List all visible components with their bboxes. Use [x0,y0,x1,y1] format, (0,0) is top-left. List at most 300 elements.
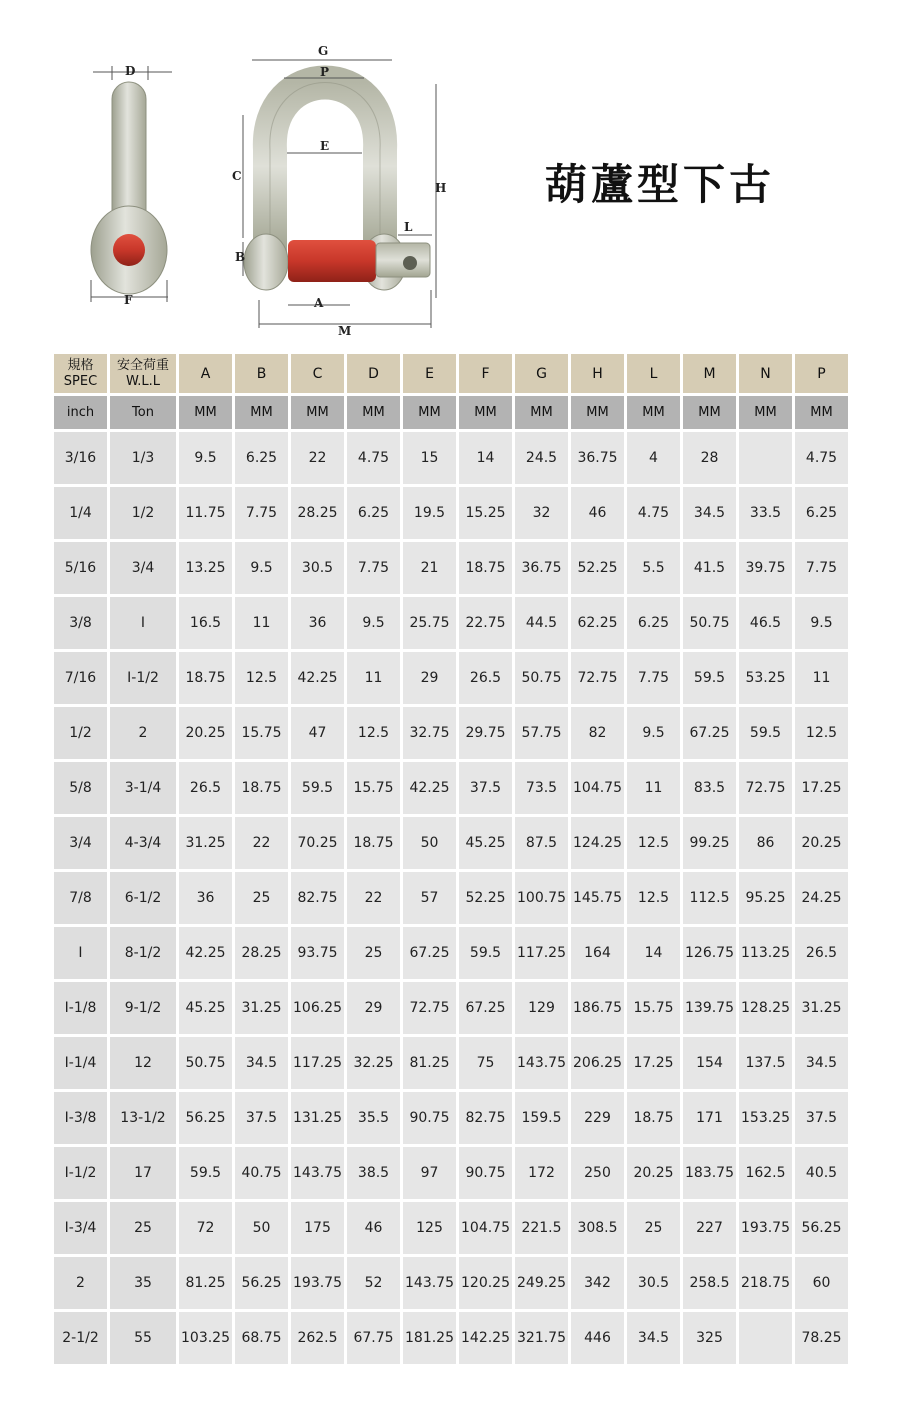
table-cell: 227 [683,1202,736,1254]
table-row [54,872,848,924]
table-cell: 9.5 [235,542,288,594]
table-row [54,762,848,814]
table-cell: 67.25 [459,982,512,1034]
table-cell: 40.5 [795,1147,848,1199]
table-cell: 72.75 [403,982,456,1034]
table-cell: 22.75 [459,597,512,649]
table-cell: 30.5 [627,1257,680,1309]
table-cell: 26.5 [459,652,512,704]
table-cell: 11 [795,652,848,704]
table-cell: 9.5 [627,707,680,759]
table-cell: 42.25 [179,927,232,979]
dim-label-l: L [404,220,413,234]
table-cell: 47 [291,707,344,759]
table-cell: 30.5 [291,542,344,594]
table-cell: 17.25 [627,1037,680,1089]
unit-header: MM [235,396,288,429]
table-cell: 32 [515,487,568,539]
column-header: C [291,354,344,393]
table-cell: 7.75 [627,652,680,704]
table-cell: 93.75 [291,927,344,979]
table-cell: 18.75 [179,652,232,704]
table-cell: 15.25 [459,487,512,539]
table-cell: 42.25 [291,652,344,704]
table-cell: 40.75 [235,1147,288,1199]
table-cell: 22 [291,432,344,484]
table-cell: 60 [795,1257,848,1309]
table-cell: 81.25 [403,1037,456,1089]
table-cell: 106.25 [291,982,344,1034]
table-cell: 45.25 [459,817,512,869]
table-cell: 39.75 [739,542,792,594]
table-header-row [54,354,848,393]
table-cell: 117.25 [515,927,568,979]
table-cell: 2 [54,1257,107,1309]
table-cell: 4 [627,432,680,484]
table-cell: 6.25 [795,487,848,539]
table-cell: 26.5 [795,927,848,979]
table-cell: 81.25 [179,1257,232,1309]
table-cell: 41.5 [683,542,736,594]
table-cell: 53.25 [739,652,792,704]
table-cell: I-1/4 [54,1037,107,1089]
unit-header: MM [795,396,848,429]
table-cell: 82.75 [291,872,344,924]
table-cell: 153.25 [739,1092,792,1144]
table-cell: 15.75 [347,762,400,814]
table-cell: 1/2 [54,707,107,759]
table-cell [739,1312,792,1364]
table-cell: 50.75 [179,1037,232,1089]
table-row [54,487,848,539]
table-cell: 36 [291,597,344,649]
table-cell: 3/8 [54,597,107,649]
table-cell: 6.25 [235,432,288,484]
table-cell: 342 [571,1257,624,1309]
table-cell: 124.25 [571,817,624,869]
table-cell: 175 [291,1202,344,1254]
table-cell: 44.5 [515,597,568,649]
column-header: L [627,354,680,393]
table-cell: 24.25 [795,872,848,924]
table-cell: 70.25 [291,817,344,869]
table-cell: 131.25 [291,1092,344,1144]
column-header: B [235,354,288,393]
table-cell: 52.25 [459,872,512,924]
table-cell: 181.25 [403,1312,456,1364]
table-cell: 68.75 [235,1312,288,1364]
column-header: D [347,354,400,393]
unit-header: MM [459,396,512,429]
table-cell: 37.5 [795,1092,848,1144]
side-view-shackle [91,64,172,307]
table-cell: 25 [110,1202,176,1254]
table-cell: 59.5 [291,762,344,814]
table-cell: 36.75 [571,432,624,484]
table-cell: 83.5 [683,762,736,814]
table-cell: 67.25 [403,927,456,979]
table-cell: 52.25 [571,542,624,594]
table-cell: 3/4 [54,817,107,869]
table-row [54,982,848,1034]
table-cell: 206.25 [571,1037,624,1089]
table-cell: 7.75 [347,542,400,594]
table-cell: 34.5 [795,1037,848,1089]
table-cell: 15 [403,432,456,484]
table-cell: 12 [110,1037,176,1089]
table-cell: 1/2 [110,487,176,539]
table-cell: 29.75 [459,707,512,759]
table-cell: 249.25 [515,1257,568,1309]
table-cell: 50.75 [515,652,568,704]
table-cell: 22 [235,817,288,869]
table-cell: 50 [403,817,456,869]
table-cell: 90.75 [459,1147,512,1199]
table-cell: 4.75 [347,432,400,484]
table-cell: 3/16 [54,432,107,484]
table-row [54,542,848,594]
table-cell: 87.5 [515,817,568,869]
dim-label-p: P [320,65,330,79]
table-cell: 38.5 [347,1147,400,1199]
column-header: G [515,354,568,393]
table-cell: 20.25 [627,1147,680,1199]
table-cell: 12.5 [235,652,288,704]
table-row [54,652,848,704]
table-cell: 325 [683,1312,736,1364]
table-cell: 72 [179,1202,232,1254]
table-cell: 18.75 [627,1092,680,1144]
table-cell: 52 [347,1257,400,1309]
table-cell: 56.25 [179,1092,232,1144]
table-cell: 12.5 [627,872,680,924]
table-cell: 7/8 [54,872,107,924]
table-cell: 129 [515,982,568,1034]
table-cell: 7/16 [54,652,107,704]
table-cell: 31.25 [179,817,232,869]
column-header: N [739,354,792,393]
table-cell: 55 [110,1312,176,1364]
table-cell: 6-1/2 [110,872,176,924]
table-cell: 56.25 [795,1202,848,1254]
dim-label-h: H [435,181,447,195]
table-cell: 36.75 [515,542,568,594]
table-cell: 28.25 [291,487,344,539]
column-header: 安全荷重 W.L.L [110,354,176,393]
table-row [54,1147,848,1199]
table-cell: 20.25 [795,817,848,869]
table-cell: 321.75 [515,1312,568,1364]
unit-header: MM [403,396,456,429]
table-cell: 46 [347,1202,400,1254]
table-cell: 35.5 [347,1092,400,1144]
column-header: E [403,354,456,393]
table-cell: 125 [403,1202,456,1254]
table-cell: 18.75 [347,817,400,869]
unit-header: MM [627,396,680,429]
table-cell: 262.5 [291,1312,344,1364]
table-cell: I-1/2 [110,652,176,704]
table-unit-row [54,396,848,429]
table-cell: 4.75 [795,432,848,484]
table-cell: 37.5 [235,1092,288,1144]
table-cell: 11 [627,762,680,814]
table-cell: 59.5 [179,1147,232,1199]
table-cell: I-3/8 [54,1092,107,1144]
table-cell: 45.25 [179,982,232,1034]
table-row [54,1312,848,1364]
page-title: 葫蘆型下古 [545,160,776,209]
table-cell: 29 [347,982,400,1034]
table-cell: 145.75 [571,872,624,924]
table-cell: 16.5 [179,597,232,649]
front-view-shackle [232,44,446,338]
table-cell: 57.75 [515,707,568,759]
table-cell: 33.5 [739,487,792,539]
table-cell: 218.75 [739,1257,792,1309]
table-cell: 99.25 [683,817,736,869]
unit-header: MM [347,396,400,429]
table-cell: 12.5 [627,817,680,869]
table-cell: 139.75 [683,982,736,1034]
table-cell: 229 [571,1092,624,1144]
spec-table [51,351,851,1367]
table-cell: 13-1/2 [110,1092,176,1144]
table-cell: 9-1/2 [110,982,176,1034]
table-cell: 172 [515,1147,568,1199]
table-row [54,1037,848,1089]
unit-header: MM [683,396,736,429]
column-header: P [795,354,848,393]
table-cell: 14 [459,432,512,484]
table-row [54,1092,848,1144]
dim-label-e: E [320,139,330,153]
table-cell: I [110,597,176,649]
unit-header: MM [515,396,568,429]
table-cell: 36 [179,872,232,924]
table-cell: 29 [403,652,456,704]
table-cell: 31.25 [235,982,288,1034]
table-cell: 17 [110,1147,176,1199]
table-cell: 56.25 [235,1257,288,1309]
table-cell: 308.5 [571,1202,624,1254]
table-row [54,707,848,759]
table-cell: I-1/2 [54,1147,107,1199]
table-cell: 59.5 [459,927,512,979]
table-cell: 143.75 [403,1257,456,1309]
table-cell: 12.5 [347,707,400,759]
table-row [54,817,848,869]
table-cell: 12.5 [795,707,848,759]
table-cell: 193.75 [739,1202,792,1254]
table-cell: 171 [683,1092,736,1144]
table-cell: 183.75 [683,1147,736,1199]
table-cell: 13.25 [179,542,232,594]
table-cell: 250 [571,1147,624,1199]
dim-label-f: F [124,293,133,307]
table-cell: 4-3/4 [110,817,176,869]
table-cell: 25 [235,872,288,924]
table-cell: 9.5 [347,597,400,649]
table-cell: 154 [683,1037,736,1089]
table-cell: I [54,927,107,979]
table-cell: 11 [347,652,400,704]
column-header: 規格 SPEC [54,354,107,393]
table-cell: 9.5 [795,597,848,649]
dim-label-b: B [235,250,246,264]
table-cell: 117.25 [291,1037,344,1089]
table-cell: 6.25 [347,487,400,539]
table-body [54,432,848,1364]
table-cell: 31.25 [795,982,848,1034]
unit-header: MM [739,396,792,429]
unit-header: MM [291,396,344,429]
table-cell: 126.75 [683,927,736,979]
table-cell: 3-1/4 [110,762,176,814]
table-cell: 1/4 [54,487,107,539]
table-cell: 186.75 [571,982,624,1034]
table-cell: 18.75 [459,542,512,594]
table-cell: 78.25 [795,1312,848,1364]
table-cell: 62.25 [571,597,624,649]
table-cell: 75 [459,1037,512,1089]
table-cell: 104.75 [459,1202,512,1254]
table-cell: 25 [627,1202,680,1254]
table-cell: 34.5 [683,487,736,539]
table-cell: 11.75 [179,487,232,539]
table-cell: 22 [347,872,400,924]
table-cell: 221.5 [515,1202,568,1254]
table-cell: 5/16 [54,542,107,594]
unit-header: inch [54,396,107,429]
table-cell: 11 [235,597,288,649]
table-cell: 5.5 [627,542,680,594]
table-cell: 67.25 [683,707,736,759]
table-cell: 24.5 [515,432,568,484]
table-row [54,1202,848,1254]
table-cell: I-3/4 [54,1202,107,1254]
column-header: M [683,354,736,393]
table-cell: 1/3 [110,432,176,484]
table-cell: 17.25 [795,762,848,814]
table-cell: 97 [403,1147,456,1199]
table-cell: 193.75 [291,1257,344,1309]
table-cell: 32.75 [403,707,456,759]
table-cell: 5/8 [54,762,107,814]
table-cell: 95.25 [739,872,792,924]
table-cell: 18.75 [235,762,288,814]
table-cell: 34.5 [235,1037,288,1089]
table-cell: 112.5 [683,872,736,924]
table-cell: 3/4 [110,542,176,594]
table-cell: 15.75 [235,707,288,759]
table-cell: 46.5 [739,597,792,649]
table-cell: 57 [403,872,456,924]
table-cell: 37.5 [459,762,512,814]
table-cell: 159.5 [515,1092,568,1144]
table-cell: 6.25 [627,597,680,649]
table-cell: 34.5 [627,1312,680,1364]
unit-header: MM [179,396,232,429]
table-cell: 86 [739,817,792,869]
table-cell: 28 [683,432,736,484]
table-cell: 143.75 [291,1147,344,1199]
table-row [54,1257,848,1309]
dim-label-d: D [125,64,136,78]
table-cell: 82.75 [459,1092,512,1144]
table-cell: 28.25 [235,927,288,979]
table-cell: 8-1/2 [110,927,176,979]
table-cell: 137.5 [739,1037,792,1089]
table-row [54,597,848,649]
table-cell: 100.75 [515,872,568,924]
table-cell: 113.25 [739,927,792,979]
table-cell: 73.5 [515,762,568,814]
table-cell: 72.75 [739,762,792,814]
table-cell: 82 [571,707,624,759]
table-cell: 67.75 [347,1312,400,1364]
table-cell: 15.75 [627,982,680,1034]
table-row [54,927,848,979]
dim-label-m: M [338,324,352,338]
table-cell: 128.25 [739,982,792,1034]
table-cell: 7.75 [795,542,848,594]
dim-label-c: C [232,169,242,183]
table-cell: 2-1/2 [54,1312,107,1364]
dim-label-a: A [314,296,324,310]
table-cell: 59.5 [683,652,736,704]
table-cell: 35 [110,1257,176,1309]
table-cell: 446 [571,1312,624,1364]
table-cell: 46 [571,487,624,539]
column-header: A [179,354,232,393]
unit-header: MM [571,396,624,429]
table-cell: 32.25 [347,1037,400,1089]
table-cell: I-1/8 [54,982,107,1034]
table-cell: 4.75 [627,487,680,539]
table-cell: 20.25 [179,707,232,759]
dim-label-g: G [318,44,329,58]
table-cell: 120.25 [459,1257,512,1309]
table-cell: 50.75 [683,597,736,649]
table-cell: 14 [627,927,680,979]
table-cell: 103.25 [179,1312,232,1364]
table-cell: 25.75 [403,597,456,649]
table-cell: 258.5 [683,1257,736,1309]
table-cell: 59.5 [739,707,792,759]
table-cell: 164 [571,927,624,979]
table-cell: 72.75 [571,652,624,704]
column-header: H [571,354,624,393]
table-cell: 42.25 [403,762,456,814]
table-cell: 90.75 [403,1092,456,1144]
unit-header: Ton [110,396,176,429]
table-cell: 19.5 [403,487,456,539]
table-cell: 2 [110,707,176,759]
table-cell: 26.5 [179,762,232,814]
table-cell: 25 [347,927,400,979]
column-header: F [459,354,512,393]
table-cell: 7.75 [235,487,288,539]
table-cell: 21 [403,542,456,594]
table-cell: 50 [235,1202,288,1254]
table-row [54,432,848,484]
table-cell: 9.5 [179,432,232,484]
table-cell: 104.75 [571,762,624,814]
table-cell: 142.25 [459,1312,512,1364]
table-cell [739,432,792,484]
table-cell: 143.75 [515,1037,568,1089]
